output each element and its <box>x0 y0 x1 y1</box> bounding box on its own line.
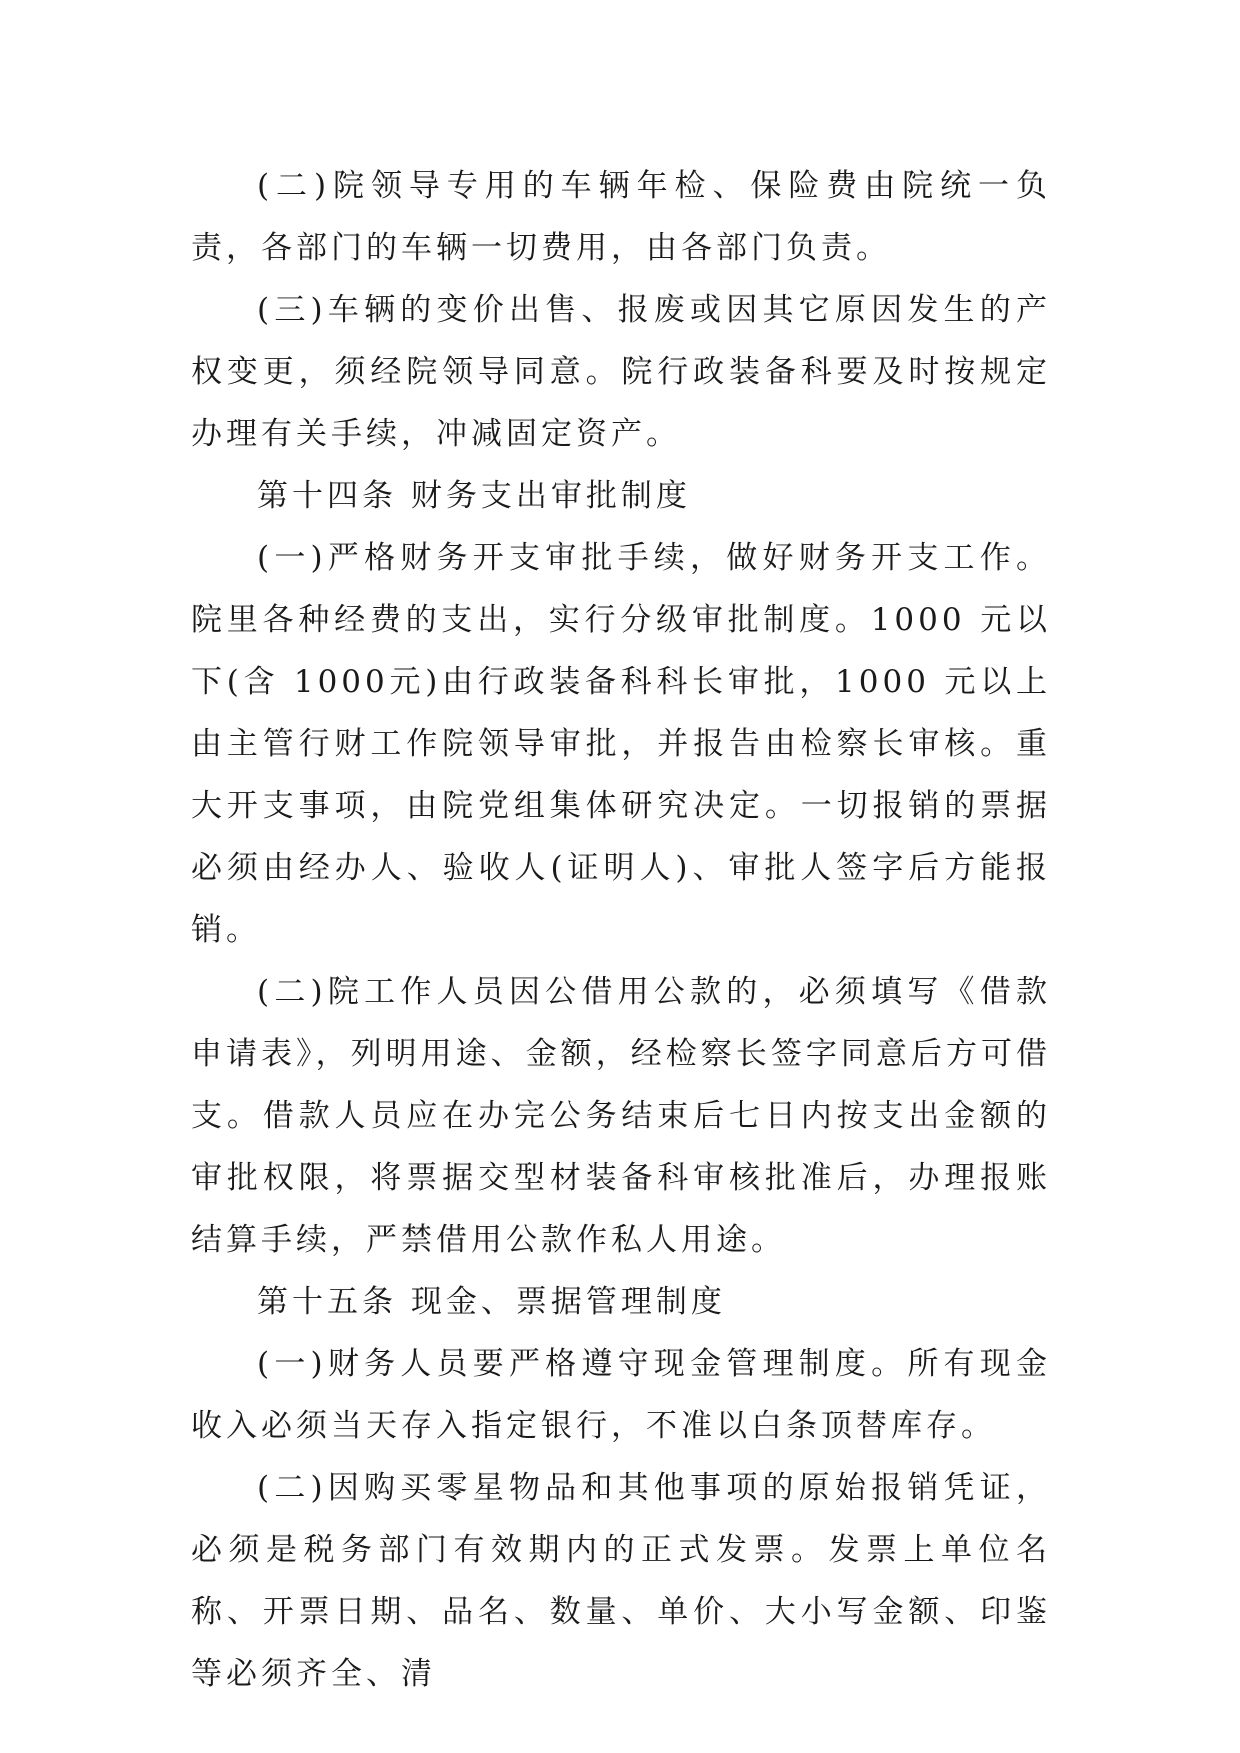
paragraph-vehicle-disposal: (三)车辆的变价出售、报废或因其它原因发生的产权变更，须经院领导同意。院行政装备科要及时按规定办理有关手续，冲减固定资产。 <box>191 292 1051 452</box>
article-15-heading: 第十五条 现金、票据管理制度 <box>257 1284 726 1320</box>
paragraph-cash-management: (一)财务人员要严格遵守现金管理制度。所有现金收入必须当天存入指定银行，不准以白条顶替库存。 <box>191 1346 1051 1444</box>
document-body <box>191 155 1051 1705</box>
paragraph-vehicle-fees: (二)院领导专用的车辆年检、保险费由院统一负责，各部门的车辆一切费用，由各部门负责。 <box>191 168 1051 266</box>
article-14-heading: 第十四条 财务支出审批制度 <box>257 478 691 514</box>
paragraph-borrowing: (二)院工作人员因公借用公款的，必须填写《借款申请表》，列明用途、金额，经检察长签字同意后方可借支。借款人员应在办完公务结束后七日内按支出金额的审批权限，将票据交型材装备科审核批准后，办理报账结算手续，严禁借用公款作私人用途。 <box>191 974 1051 1258</box>
paragraph-expense-approval: (一)严格财务开支审批手续，做好财务开支工作。院里各种经费的支出，实行分级审批制度。1000 元以下(含 1000元)由行政装备科科长审批，1000 元以上由主管行财工作院领导审批，并报告由检察长审核。重大开支事项，由院党组集体研究决定。一切报销的票据必须由经办人、验收人(证明人)、审批人签字后方能报销。 <box>191 540 1051 948</box>
paragraph-invoice-requirements: (二)因购买零星物品和其他事项的原始报销凭证，必须是税务部门有效期内的正式发票。发票上单位名称、开票日期、品名、数量、单价、大小写金额、印鉴等必须齐全、清 <box>191 1470 1051 1692</box>
